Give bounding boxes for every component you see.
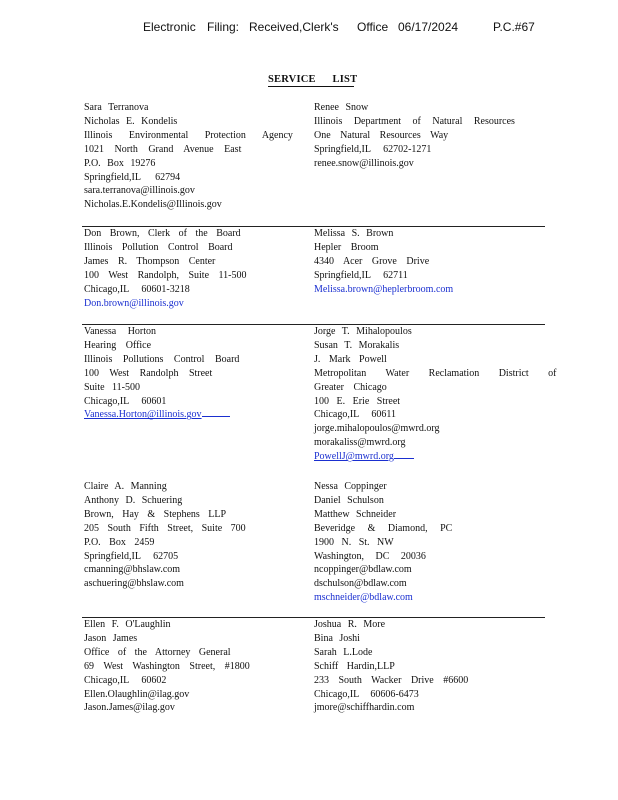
email-link[interactable]: PowellJ@mwrd.org — [314, 450, 557, 464]
contact-line: Nessa Coppinger — [314, 481, 387, 492]
contact-line: Springfield,IL 62711 — [314, 269, 408, 281]
contact-line: Greater Chicago — [314, 381, 387, 393]
contact-entry — [314, 480, 452, 605]
contact-line: 1900 N. St. NW — [314, 536, 394, 548]
contact-line: 100 E. Erie Street — [314, 395, 401, 407]
email-text: ncoppinger@bdlaw.com — [314, 564, 412, 576]
contact-entry — [84, 618, 250, 715]
contact-entry — [84, 227, 246, 310]
contact-line: One Natural Resources Way — [314, 129, 449, 141]
contact-line: 4340 Acer Grove Drive — [314, 255, 430, 267]
filing-header — [0, 20, 618, 36]
contact-line: Chicago,IL 60602 — [84, 674, 167, 686]
contact-line: P.O. Box 19276 — [84, 157, 156, 169]
email-text: Jason.James@ilag.gov — [84, 702, 175, 714]
contact-line: Chicago,IL 60611 — [314, 409, 397, 421]
contact-line: 233 South Wacker Drive #6600 — [314, 674, 469, 686]
contact-line: Sarah L.Lode — [314, 646, 373, 658]
header-date: 06/17/2024 — [398, 20, 459, 34]
contact-line: 100 West Randolph, Suite 11-500 — [84, 269, 247, 281]
contact-entry — [314, 227, 453, 297]
contact-line: 1021 North Grand Avenue East — [84, 143, 242, 155]
contact-line: Ellen F. O'Laughlin — [84, 619, 171, 630]
contact-line: Susan T. Morakalis — [314, 339, 400, 351]
contact-line: Don Brown, Clerk of the Board — [84, 228, 241, 239]
email-text: jorge.mihalopoulos@mwrd.org — [314, 423, 440, 435]
contact-line: Renee Snow — [314, 102, 369, 113]
contact-line: Washington, DC 20036 — [314, 550, 426, 562]
email-text: Ellen.Olaughlin@ilag.gov — [84, 688, 190, 700]
contact-line: Illinois Environmental Protection Agency — [84, 129, 293, 141]
contact-line: Claire A. Manning — [84, 481, 167, 492]
email-text: Nicholas.E.Kondelis@Illinois.gov — [84, 199, 222, 211]
email-text: dschulson@bdlaw.com — [314, 578, 407, 590]
contact-entry — [84, 325, 239, 422]
contact-line: Springfield,IL 62705 — [84, 550, 179, 562]
email-text: aschuering@bhslaw.com — [84, 578, 184, 590]
contact-entry — [84, 101, 293, 212]
contact-line: James R. Thompson Center — [84, 255, 216, 267]
email-text: jmore@schiffhardin.com — [314, 702, 415, 714]
contact-line: Sara Terranova — [84, 102, 149, 113]
contact-line: Illinois Department of Natural Resources — [314, 115, 515, 127]
header-pc-number: P.C.#67 — [493, 20, 535, 34]
contact-line: Bina Joshi — [314, 632, 360, 644]
header-electronic: Electronic — [143, 20, 196, 34]
contact-line: Joshua R. More — [314, 619, 386, 630]
contact-line: Office of the Attorney General — [84, 646, 231, 658]
contact-line: Jason James — [84, 632, 138, 644]
email-text: sara.terranova@illinois.gov — [84, 185, 195, 197]
contact-line: Illinois Pollution Control Board — [84, 241, 233, 253]
contact-line: Brown, Hay & Stephens LLP — [84, 508, 227, 520]
contact-entry — [314, 325, 557, 464]
contact-line: Beveridge & Diamond, PC — [314, 522, 453, 534]
contact-line: Hepler Broom — [314, 241, 379, 253]
email-text: morakaliss@mwrd.org — [314, 437, 406, 449]
contact-line: Illinois Pollutions Control Board — [84, 353, 240, 365]
contact-line: Chicago,IL 60606-6473 — [314, 688, 419, 700]
email-text: cmanning@bhslaw.com — [84, 564, 181, 576]
contact-entry — [84, 480, 246, 591]
contact-line: 205 South Fifth Street, Suite 700 — [84, 522, 246, 534]
header-office: Office — [357, 20, 389, 34]
contact-line: Springfield,IL 62794 — [84, 171, 181, 183]
contact-line: 69 West Washington Street, #1800 — [84, 660, 250, 672]
contact-line: Nicholas E. Kondelis — [84, 115, 178, 127]
contact-line: Suite 11-500 — [84, 381, 141, 393]
contact-line: Schiff Hardin,LLP — [314, 660, 395, 672]
email-link[interactable]: Vanessa.Horton@illinois.gov — [84, 408, 239, 422]
contact-line: Melissa S. Brown — [314, 228, 394, 239]
email-link[interactable]: Don.brown@illinois.gov — [84, 297, 184, 309]
contact-entry — [314, 101, 515, 171]
email-text: renee.snow@illinois.gov — [314, 157, 414, 169]
contact-line: 100 West Randolph Street — [84, 367, 213, 379]
contact-line: Anthony D. Schuering — [84, 494, 183, 506]
contact-line: Daniel Schulson — [314, 494, 384, 506]
email-link[interactable]: mschneider@bdlaw.com — [314, 592, 413, 604]
contact-line: Hearing Office — [84, 339, 152, 351]
contact-line: Chicago,IL 60601-3218 — [84, 283, 190, 295]
contact-entry — [314, 618, 468, 715]
service-list-title: SERVICE LIST — [268, 74, 358, 85]
contact-line: Chicago,IL 60601 — [84, 395, 167, 407]
email-link[interactable]: Melissa.brown@heplerbroom.com — [314, 283, 454, 295]
contact-line: Vanessa Horton — [84, 326, 157, 337]
contact-line: Jorge T. Mihalopoulos — [314, 326, 412, 337]
header-received: Received,Clerk's — [249, 20, 339, 34]
contact-line: J. Mark Powell — [314, 353, 387, 365]
contact-line: Matthew Schneider — [314, 508, 397, 520]
contact-line: P.O. Box 2459 — [84, 536, 155, 548]
header-filing: Filing: — [207, 20, 240, 34]
title-underline — [268, 86, 354, 87]
contact-line: Metropolitan Water Reclamation District of — [314, 367, 557, 379]
contact-line: Springfield,IL 62702-1271 — [314, 143, 432, 155]
